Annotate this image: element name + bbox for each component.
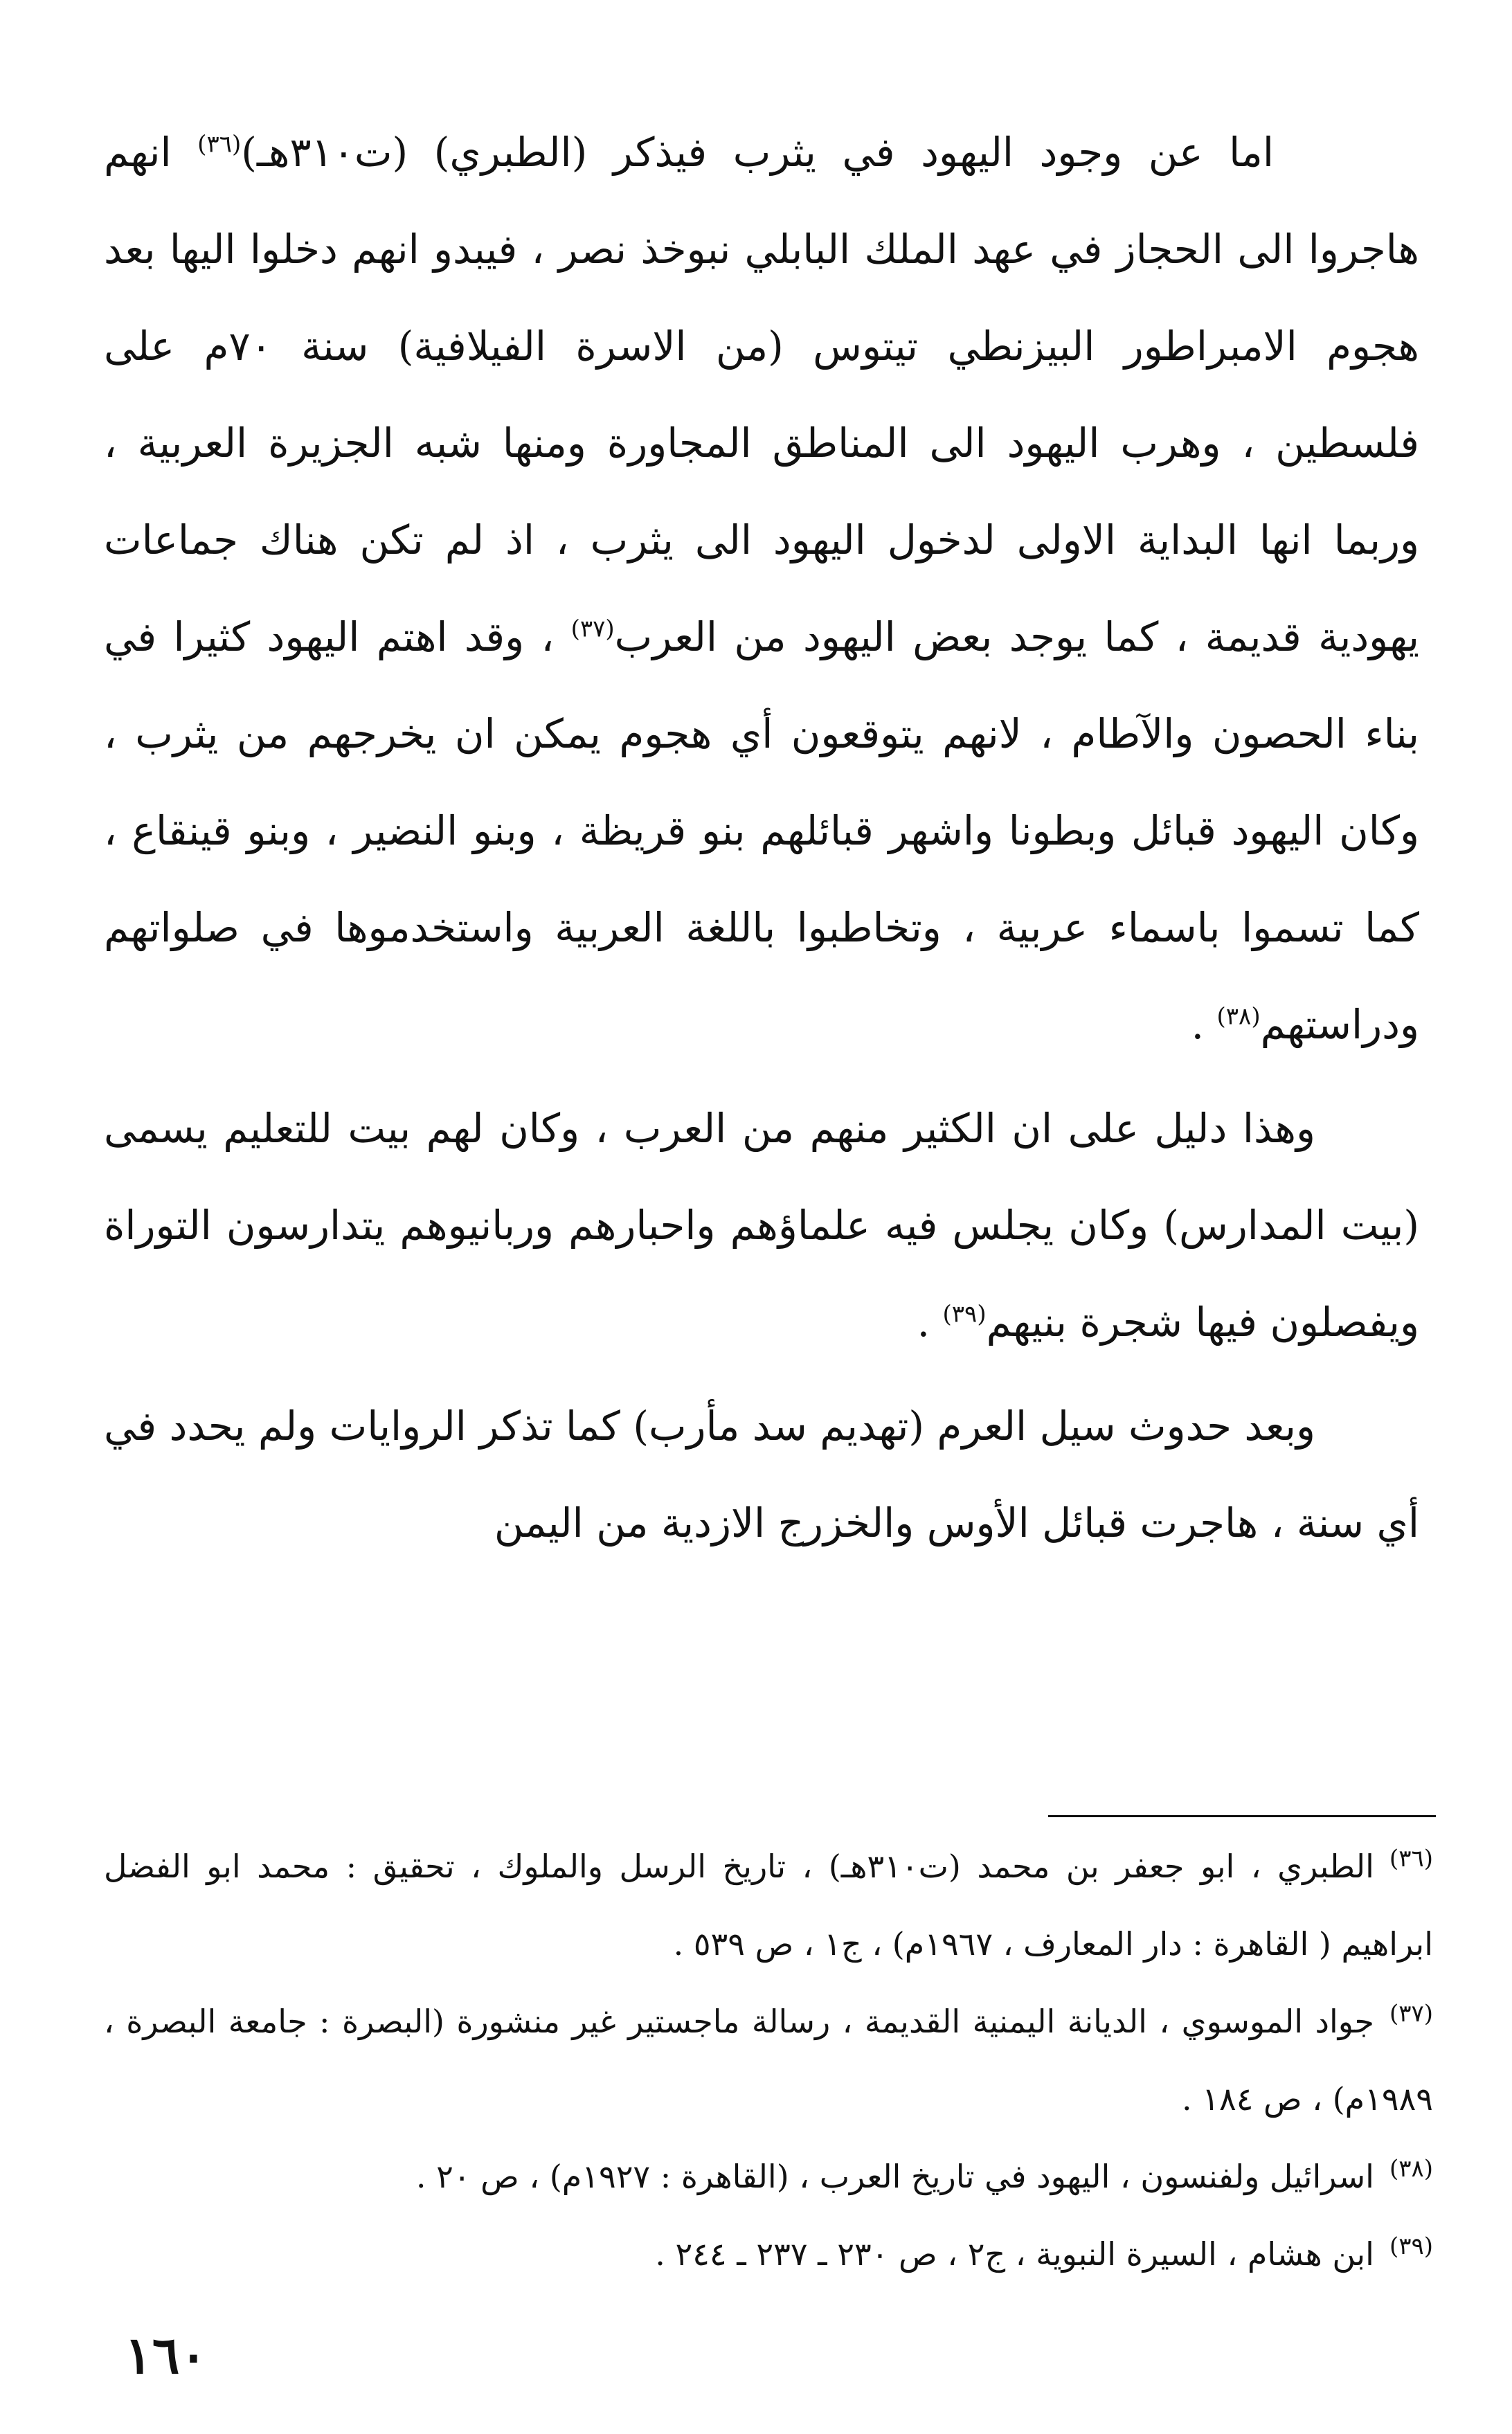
footnote-39 (104, 2215, 1433, 2293)
paragraph-1 (104, 104, 1419, 1073)
paragraph-2 (104, 1080, 1419, 1371)
footnote-38 (104, 2138, 1433, 2215)
footnote-37 (104, 1983, 1433, 2138)
text-segment: انهم هاجروا الى الحجاز في عهد الملك البابلي نبوخذ نصر ، فيبدو انهم دخلوا اليها بعد هجوم الامبراطور البيزنطي تيتوس (من الاسرة الفيلافية) سنة ٧٠م على فلسطين ، وهرب اليهود الى المناطق المجاورة ومنها شبه الجزيرة العربية ، وربما انها البداية الاولى لدخول اليهود الى يثرب ، اذ لم تكن هناك جماعات يهودية قديمة ، كما يوجد بعض اليهود من العرب (104, 129, 1420, 660)
footnote-ref-39: (٣٩) (942, 1300, 987, 1328)
footnote-number: (٣٦) (1389, 1844, 1433, 1873)
footnote-text: جواد الموسوي ، الديانة اليمنية القديمة ، رسالة ماجستير غير منشورة (البصرة : جامعة البصرة ، ١٩٨٩م) ، ص ١٨٤ . (104, 2003, 1433, 2118)
paragraph-3 (104, 1378, 1419, 1571)
text-segment: . (917, 1299, 943, 1346)
footnote-number: (٣٧) (1389, 1999, 1433, 2028)
main-text (104, 104, 1419, 1578)
page-number: ١٦٠ (125, 2326, 208, 2386)
footnote-number: (٣٩) (1389, 2232, 1433, 2260)
text-segment: ، وقد اهتم اليهود كثيرا في بناء الحصون والآطام ، لانهم يتوقعون أي هجوم يمكن ان يخرجهم من يثرب ، وكان اليهود قبائل وبطونا واشهر قبائلهم بنو قريظة ، وبنو النضير ، وبنو قينقاع ، كما تسموا باسماء عربية ، وتخاطبوا باللغة العربية واستخدموها في صلواتهم ودراستهم (104, 613, 1419, 1048)
footnote-text: ابن هشام ، السيرة النبوية ، ج٢ ، ص ٢٣٠ ـ ٢٣٧ ـ ٢٤٤ . (655, 2235, 1374, 2273)
footnote-text: الطبري ، ابو جعفر بن محمد (ت٣١٠هـ) ، تاريخ الرسل والملوك ، تحقيق : محمد ابو الفضل ابراهيم ( القاهرة : دار المعارف ، ١٩٦٧م) ، ج١ ، ص ٥٣٩ . (104, 1848, 1433, 1963)
footnote-ref-37: (٣٧) (570, 615, 615, 643)
text-segment: اما عن وجود اليهود في يثرب فيذكر (الطبري) (ت٣١٠هـ) (241, 129, 1274, 176)
text-segment: . (1191, 1001, 1217, 1048)
footnote-text: اسرائيل ولفنسون ، اليهود في تاريخ العرب ، (القاهرة : ١٩٢٧م) ، ص ٢٠ . (415, 2158, 1374, 2195)
text-segment: وبعد حدوث سيل العرم (تهديم سد مأرب) كما تذكر الروايات ولم يحدد في أي سنة ، هاجرت قبائل الأوس والخزرج الازدية من اليمن (104, 1403, 1419, 1547)
footnote-separator (1048, 1815, 1436, 1817)
footnote-ref-36: (٣٦) (197, 130, 242, 159)
footnote-ref-38: (٣٨) (1216, 1002, 1261, 1031)
footnote-number: (٣٨) (1389, 2154, 1433, 2183)
footnotes (104, 1828, 1433, 2293)
text-segment: وهذا دليل على ان الكثير منهم من العرب ، وكان لهم بيت للتعليم يسمى (بيت المدارس) وكان يجلس فيه علماؤهم واحبارهم وربانيوهم يتدارسون التوراة ويفصلون فيها شجرة بنيهم (104, 1105, 1419, 1346)
footnote-36 (104, 1828, 1433, 1983)
